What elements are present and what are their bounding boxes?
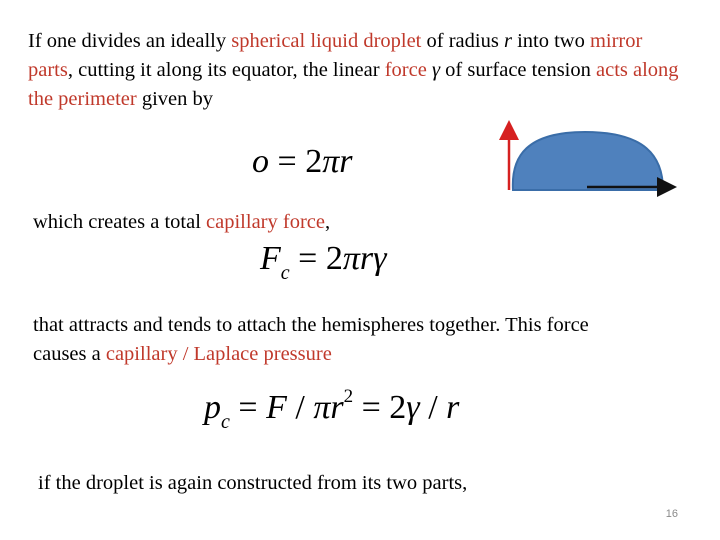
variable-r: r — [503, 30, 512, 52]
text: into two — [511, 30, 590, 52]
eq-gamma: γ — [406, 389, 420, 426]
eq-gamma: γ — [373, 240, 387, 277]
eq-two: 2 — [389, 389, 407, 426]
text: , cutting it along its equator, the linear — [67, 59, 385, 81]
paragraph-capillary-force — [33, 208, 533, 237]
eq-subscript-c: c — [221, 411, 230, 433]
eq-r: r — [330, 389, 344, 426]
text: which creates a total — [33, 211, 207, 233]
highlight-laplace-pressure: capillary / Laplace pressure — [105, 343, 332, 365]
eq-equals: = — [361, 389, 381, 426]
eq-equals: = — [277, 143, 297, 180]
eq-pi: π — [342, 240, 360, 277]
highlight-mirror-parts: mirror parts — [28, 30, 643, 81]
eq-subscript-c: c — [280, 262, 290, 284]
eq-F: F — [260, 240, 281, 277]
eq-slash: / — [295, 389, 305, 426]
text: that attracts and tends to attach the hemispheres together. This force causes a — [33, 314, 589, 365]
eq-F: F — [266, 389, 287, 426]
paragraph-reconstruct — [38, 469, 658, 498]
eq-pi: π — [313, 389, 331, 426]
paragraph-intro — [28, 27, 688, 114]
eq-r: r — [339, 143, 353, 180]
highlight-force: force — [384, 59, 427, 81]
text: , — [324, 211, 331, 233]
eq-p: p — [204, 389, 221, 426]
variable-gamma: γ — [431, 59, 441, 81]
equation-capillary-force — [260, 240, 387, 285]
text: If one divides an ideally — [28, 30, 232, 52]
hemisphere-shape — [513, 132, 663, 190]
eq-r: r — [446, 389, 460, 426]
droplet-diagram — [495, 118, 695, 208]
highlight-perimeter: acts along the perimeter — [28, 59, 679, 110]
highlight-capillary-force: capillary force — [206, 211, 325, 233]
highlight-spherical-droplet: spherical liquid droplet — [231, 30, 422, 52]
paragraph-pressure — [33, 311, 643, 369]
eq-lhs-o: o — [252, 143, 269, 180]
eq-equals: = — [298, 240, 318, 277]
eq-two: 2 — [325, 240, 343, 277]
eq-equals: = — [238, 389, 258, 426]
equation-laplace-pressure — [204, 386, 459, 434]
page-number: 16 — [665, 508, 678, 520]
text: of surface tension — [440, 59, 597, 81]
eq-pi: π — [322, 143, 340, 180]
eq-slash: / — [428, 389, 438, 426]
text: of radius — [421, 30, 504, 52]
equation-perimeter — [252, 143, 352, 181]
eq-two: 2 — [305, 143, 323, 180]
text: if the droplet is again constructed from its two parts, — [38, 472, 468, 494]
eq-exponent-2: 2 — [343, 386, 354, 407]
eq-r: r — [359, 240, 374, 277]
text: given by — [136, 88, 214, 110]
